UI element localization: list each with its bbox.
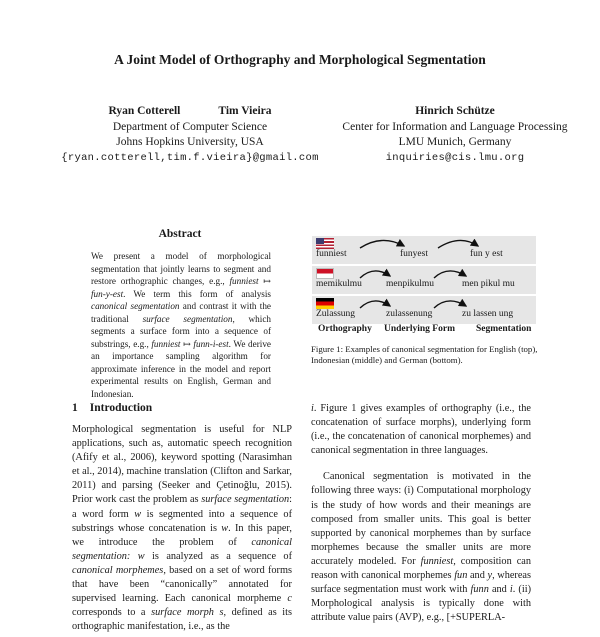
transform-arrow [434, 301, 466, 308]
orthography-word: funniest [316, 249, 347, 259]
underlying-word: funyest [400, 249, 428, 259]
orthography-word: Zulassung [316, 309, 356, 319]
author-email: inquiries@cis.lmu.org [385, 151, 525, 164]
figure-arrows [312, 228, 536, 328]
section-title: Introduction [89, 402, 153, 414]
author-block-right [290, 104, 600, 166]
underlying-form-label: Underlying Form [384, 324, 455, 334]
author-name: Hinrich Schütze [415, 105, 495, 117]
author-institution: LMU Munich, Germany [398, 136, 512, 148]
underlying-word: menpikulmu [386, 279, 435, 289]
figure-caption: Figure 1: Examples of canonical segmentation for English (top), Indonesian (middle) and German (bottom). [311, 344, 538, 365]
abstract-heading: Abstract [158, 228, 202, 240]
abstract-body: We present a model of morphological segmentation that jointly learns to segment and restore orthographic changes, e.g., funniest ↦ fun-y-est. We term this form of analysis canonical segmentation and contrast it with the traditional surface segmentation, which segments a surface form into a sequence of substrings, e.g., funniest ↦ funn-i-est. We derive an importance sampling algorithm for approximate inference in the model and report experimental results on English, German and Indonesian. [91, 251, 272, 399]
paragraph: Canonical segmentation is motivated in the following three ways: (i) Computational morphology is the study of how words and their meanings are composed from smaller units. This goal is better supported by canonical morphemes than by surface morphemes because the smaller units are more accurately modeled. For funniest, composition can reason with canonical morphemes fun and y, whereas surface segmentation must work with funn and i. (ii) Morphological analysis is typically done with attribute value pairs (AVP), e.g., [+SUPERLA- [311, 471, 532, 624]
author-email: {ryan.cotterell,tim.f.vieira}@gmail.com [61, 151, 319, 164]
transform-arrow [434, 271, 466, 278]
section-number: 1 [72, 402, 78, 414]
segmentation-word: zu lassen ung [462, 309, 514, 319]
body-text-right-column [311, 402, 531, 637]
author-name: Ryan Cotterell [108, 105, 181, 117]
author-affiliation: Center for Information and Language Processing [342, 120, 568, 133]
segmentation-word: fun y est [470, 249, 503, 259]
transform-arrow [360, 240, 404, 248]
underlying-word: zulassenung [386, 309, 433, 319]
author-affiliation: Department of Computer Science [112, 120, 268, 133]
orthography-label: Orthography [318, 324, 372, 334]
body-text-left-column: Morphological segmentation is useful for NLP applications, such as, automatic speech recognition (Afify et al., 2006), keyword spotting (Narasimhan et al., 2014), machine translation (Clifton and Sarkar, 2011) and parsing (Seeker and Çetinoğlu, 2015). Prior work cast the problem as surface segmentation: a word form w is segmented into a sequence of substrings whose concatenation is w. In this paper, we introduce the problem of canonical segmentation: w is analyzed as a sequence of canonical morphemes, based on a set of word forms that have been “canonically” annotated for supervised learning. Each canonical morpheme c corresponds to a surface morph s, defined as its orthographic manifestation, i.e., as the [72, 424, 293, 633]
paper-title: A Joint Model of Orthography and Morphological Segmentation [114, 52, 486, 67]
segmentation-label: Segmentation [476, 324, 532, 334]
paragraph: i. Figure 1 gives examples of orthography (i.e., the concatenation of surface morphs), underlying form (i.e., the concatenation of canonical morphemes) and canonical segmentation in three languages. [311, 403, 531, 457]
transform-arrow [360, 301, 390, 308]
orthography-word: memikulmu [316, 279, 362, 289]
transform-arrow [438, 240, 478, 248]
author-name: Tim Vieira [218, 105, 272, 117]
segmentation-word: men pikul mu [462, 279, 515, 289]
author-institution: Johns Hopkins University, USA [116, 136, 264, 148]
transform-arrow [360, 271, 390, 278]
section-heading [72, 402, 152, 414]
